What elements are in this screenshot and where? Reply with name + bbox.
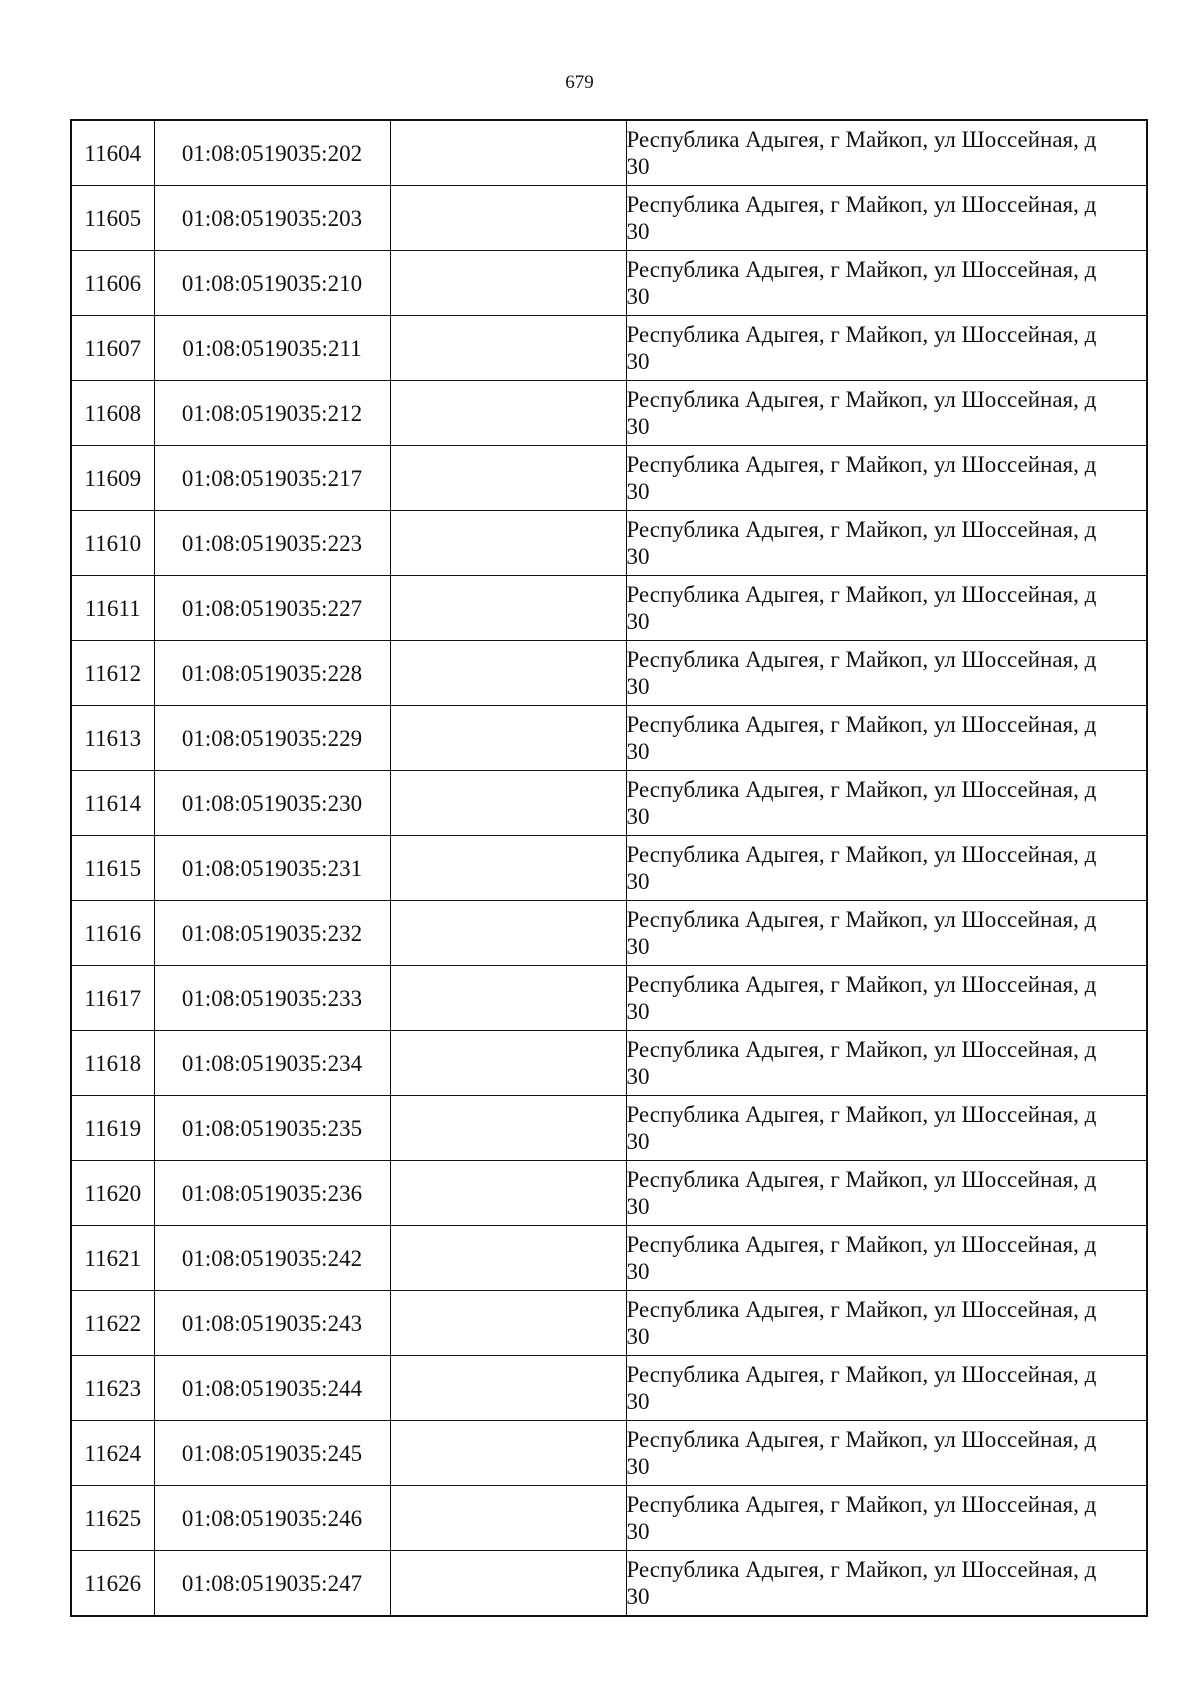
table-row xyxy=(71,771,1147,836)
cadastral-number-cell: 01:08:0519035:212 xyxy=(154,381,390,446)
address-line-1: Республика Адыгея, г Майкоп, ул Шоссейная, д xyxy=(626,582,1097,607)
address-line-1: Республика Адыгея, г Майкоп, ул Шоссейная, д xyxy=(626,517,1097,542)
address-cell xyxy=(626,251,1147,316)
address-cell xyxy=(626,120,1147,186)
empty-cell xyxy=(390,186,626,251)
address-cell xyxy=(626,381,1147,446)
cadastral-number-cell: 01:08:0519035:230 xyxy=(154,771,390,836)
address-line-2: 30 xyxy=(626,1454,650,1479)
address-line-2: 30 xyxy=(626,1194,650,1219)
cadastral-number-cell: 01:08:0519035:234 xyxy=(154,1031,390,1096)
row-number-cell: 11622 xyxy=(71,1291,154,1356)
address-line-1: Республика Адыгея, г Майкоп, ул Шоссейная, д xyxy=(626,1232,1097,1257)
row-number-cell: 11613 xyxy=(71,706,154,771)
address-cell xyxy=(626,966,1147,1031)
address-cell xyxy=(626,836,1147,901)
empty-cell xyxy=(390,120,626,186)
address-cell xyxy=(626,1031,1147,1096)
cadastral-number-cell: 01:08:0519035:223 xyxy=(154,511,390,576)
address-line-2: 30 xyxy=(626,219,650,244)
address-line-2: 30 xyxy=(626,1584,650,1609)
cadastral-number-cell: 01:08:0519035:203 xyxy=(154,186,390,251)
table-row xyxy=(71,641,1147,706)
address-line-2: 30 xyxy=(626,1064,650,1089)
cadastral-number-cell: 01:08:0519035:242 xyxy=(154,1226,390,1291)
row-number-cell: 11612 xyxy=(71,641,154,706)
cadastral-number-cell: 01:08:0519035:245 xyxy=(154,1421,390,1486)
table-row xyxy=(71,1031,1147,1096)
empty-cell xyxy=(390,1291,626,1356)
cadastral-number-cell: 01:08:0519035:244 xyxy=(154,1356,390,1421)
row-number-cell: 11625 xyxy=(71,1486,154,1551)
table-row xyxy=(71,576,1147,641)
registry-table xyxy=(70,119,1148,1617)
table-row xyxy=(71,316,1147,381)
cadastral-number-cell: 01:08:0519035:229 xyxy=(154,706,390,771)
empty-cell xyxy=(390,1161,626,1226)
address-cell xyxy=(626,511,1147,576)
address-line-1: Республика Адыгея, г Майкоп, ул Шоссейная, д xyxy=(626,1297,1097,1322)
address-line-1: Республика Адыгея, г Майкоп, ул Шоссейная, д xyxy=(626,972,1097,997)
address-cell xyxy=(626,316,1147,381)
address-line-1: Республика Адыгея, г Майкоп, ул Шоссейная, д xyxy=(626,777,1097,802)
address-cell xyxy=(626,576,1147,641)
address-line-1: Республика Адыгея, г Майкоп, ул Шоссейная, д xyxy=(626,1037,1097,1062)
address-cell xyxy=(626,641,1147,706)
address-line-2: 30 xyxy=(626,544,650,569)
row-number-cell: 11606 xyxy=(71,251,154,316)
table-row xyxy=(71,901,1147,966)
row-number-cell: 11626 xyxy=(71,1551,154,1617)
address-line-2: 30 xyxy=(626,674,650,699)
table-row xyxy=(71,186,1147,251)
address-line-1: Республика Адыгея, г Майкоп, ул Шоссейная, д xyxy=(626,1557,1097,1582)
empty-cell xyxy=(390,1031,626,1096)
address-line-1: Республика Адыгея, г Майкоп, ул Шоссейная, д xyxy=(626,1362,1097,1387)
cadastral-number-cell: 01:08:0519035:217 xyxy=(154,446,390,511)
row-number-cell: 11614 xyxy=(71,771,154,836)
address-line-1: Республика Адыгея, г Майкоп, ул Шоссейная, д xyxy=(626,192,1097,217)
address-line-2: 30 xyxy=(626,1389,650,1414)
address-cell xyxy=(626,1356,1147,1421)
address-line-2: 30 xyxy=(626,349,650,374)
empty-cell xyxy=(390,901,626,966)
address-cell xyxy=(626,186,1147,251)
empty-cell xyxy=(390,966,626,1031)
registry-table-body xyxy=(71,120,1147,1616)
table-row xyxy=(71,836,1147,901)
cadastral-number-cell: 01:08:0519035:231 xyxy=(154,836,390,901)
empty-cell xyxy=(390,641,626,706)
address-line-2: 30 xyxy=(626,869,650,894)
row-number-cell: 11618 xyxy=(71,1031,154,1096)
address-line-2: 30 xyxy=(626,804,650,829)
address-line-1: Республика Адыгея, г Майкоп, ул Шоссейная, д xyxy=(626,127,1097,152)
cadastral-number-cell: 01:08:0519035:210 xyxy=(154,251,390,316)
table-row xyxy=(71,381,1147,446)
address-line-1: Республика Адыгея, г Майкоп, ул Шоссейная, д xyxy=(626,1492,1097,1517)
row-number-cell: 11609 xyxy=(71,446,154,511)
address-line-2: 30 xyxy=(626,609,650,634)
table-row xyxy=(71,706,1147,771)
empty-cell xyxy=(390,1226,626,1291)
row-number-cell: 11619 xyxy=(71,1096,154,1161)
cadastral-number-cell: 01:08:0519035:202 xyxy=(154,120,390,186)
address-line-1: Республика Адыгея, г Майкоп, ул Шоссейная, д xyxy=(626,647,1097,672)
cadastral-number-cell: 01:08:0519035:228 xyxy=(154,641,390,706)
address-line-1: Республика Адыгея, г Майкоп, ул Шоссейная, д xyxy=(626,842,1097,867)
row-number-cell: 11624 xyxy=(71,1421,154,1486)
address-line-2: 30 xyxy=(626,739,650,764)
empty-cell xyxy=(390,251,626,316)
cadastral-number-cell: 01:08:0519035:227 xyxy=(154,576,390,641)
cadastral-number-cell: 01:08:0519035:246 xyxy=(154,1486,390,1551)
table-row xyxy=(71,966,1147,1031)
table-row xyxy=(71,511,1147,576)
address-line-2: 30 xyxy=(626,1259,650,1284)
empty-cell xyxy=(390,1486,626,1551)
row-number-cell: 11615 xyxy=(71,836,154,901)
empty-cell xyxy=(390,1421,626,1486)
address-cell xyxy=(626,1226,1147,1291)
address-cell xyxy=(626,1291,1147,1356)
address-line-2: 30 xyxy=(626,1519,650,1544)
row-number-cell: 11607 xyxy=(71,316,154,381)
address-line-2: 30 xyxy=(626,154,650,179)
table-row xyxy=(71,1421,1147,1486)
row-number-cell: 11611 xyxy=(71,576,154,641)
address-cell xyxy=(626,1551,1147,1617)
address-cell xyxy=(626,1421,1147,1486)
table-row xyxy=(71,1356,1147,1421)
row-number-cell: 11605 xyxy=(71,186,154,251)
table-row xyxy=(71,1486,1147,1551)
row-number-cell: 11608 xyxy=(71,381,154,446)
cadastral-number-cell: 01:08:0519035:243 xyxy=(154,1291,390,1356)
row-number-cell: 11616 xyxy=(71,901,154,966)
table-row xyxy=(71,120,1147,186)
cadastral-number-cell: 01:08:0519035:232 xyxy=(154,901,390,966)
address-cell xyxy=(626,1161,1147,1226)
table-row xyxy=(71,251,1147,316)
address-line-2: 30 xyxy=(626,479,650,504)
address-line-2: 30 xyxy=(626,1129,650,1154)
address-line-1: Республика Адыгея, г Майкоп, ул Шоссейная, д xyxy=(626,1102,1097,1127)
empty-cell xyxy=(390,511,626,576)
address-cell xyxy=(626,1096,1147,1161)
address-line-1: Республика Адыгея, г Майкоп, ул Шоссейная, д xyxy=(626,712,1097,737)
address-line-1: Республика Адыгея, г Майкоп, ул Шоссейная, д xyxy=(626,257,1097,282)
address-cell xyxy=(626,706,1147,771)
row-number-cell: 11610 xyxy=(71,511,154,576)
row-number-cell: 11604 xyxy=(71,120,154,186)
table-row xyxy=(71,1161,1147,1226)
empty-cell xyxy=(390,576,626,641)
address-line-2: 30 xyxy=(626,934,650,959)
address-line-2: 30 xyxy=(626,1324,650,1349)
empty-cell xyxy=(390,836,626,901)
empty-cell xyxy=(390,381,626,446)
address-cell xyxy=(626,771,1147,836)
address-line-1: Республика Адыгея, г Майкоп, ул Шоссейная, д xyxy=(626,387,1097,412)
cadastral-number-cell: 01:08:0519035:247 xyxy=(154,1551,390,1617)
address-line-2: 30 xyxy=(626,284,650,309)
address-line-1: Республика Адыгея, г Майкоп, ул Шоссейная, д xyxy=(626,907,1097,932)
cadastral-number-cell: 01:08:0519035:236 xyxy=(154,1161,390,1226)
row-number-cell: 11617 xyxy=(71,966,154,1031)
empty-cell xyxy=(390,1096,626,1161)
address-line-1: Республика Адыгея, г Майкоп, ул Шоссейная, д xyxy=(626,1167,1097,1192)
address-line-1: Республика Адыгея, г Майкоп, ул Шоссейная, д xyxy=(626,322,1097,347)
address-line-2: 30 xyxy=(626,999,650,1024)
empty-cell xyxy=(390,446,626,511)
cadastral-number-cell: 01:08:0519035:235 xyxy=(154,1096,390,1161)
empty-cell xyxy=(390,1356,626,1421)
address-cell xyxy=(626,1486,1147,1551)
empty-cell xyxy=(390,706,626,771)
address-line-1: Республика Адыгея, г Майкоп, ул Шоссейная, д xyxy=(626,452,1097,477)
empty-cell xyxy=(390,771,626,836)
address-line-2: 30 xyxy=(626,414,650,439)
table-row xyxy=(71,1551,1147,1617)
row-number-cell: 11621 xyxy=(71,1226,154,1291)
table-row xyxy=(71,1096,1147,1161)
cadastral-number-cell: 01:08:0519035:233 xyxy=(154,966,390,1031)
page-number: 679 xyxy=(565,72,594,93)
address-line-1: Республика Адыгея, г Майкоп, ул Шоссейная, д xyxy=(626,1427,1097,1452)
table-row xyxy=(71,1226,1147,1291)
row-number-cell: 11620 xyxy=(71,1161,154,1226)
cadastral-number-cell: 01:08:0519035:211 xyxy=(154,316,390,381)
table-row xyxy=(71,446,1147,511)
row-number-cell: 11623 xyxy=(71,1356,154,1421)
empty-cell xyxy=(390,316,626,381)
address-cell xyxy=(626,901,1147,966)
address-cell xyxy=(626,446,1147,511)
table-row xyxy=(71,1291,1147,1356)
empty-cell xyxy=(390,1551,626,1617)
